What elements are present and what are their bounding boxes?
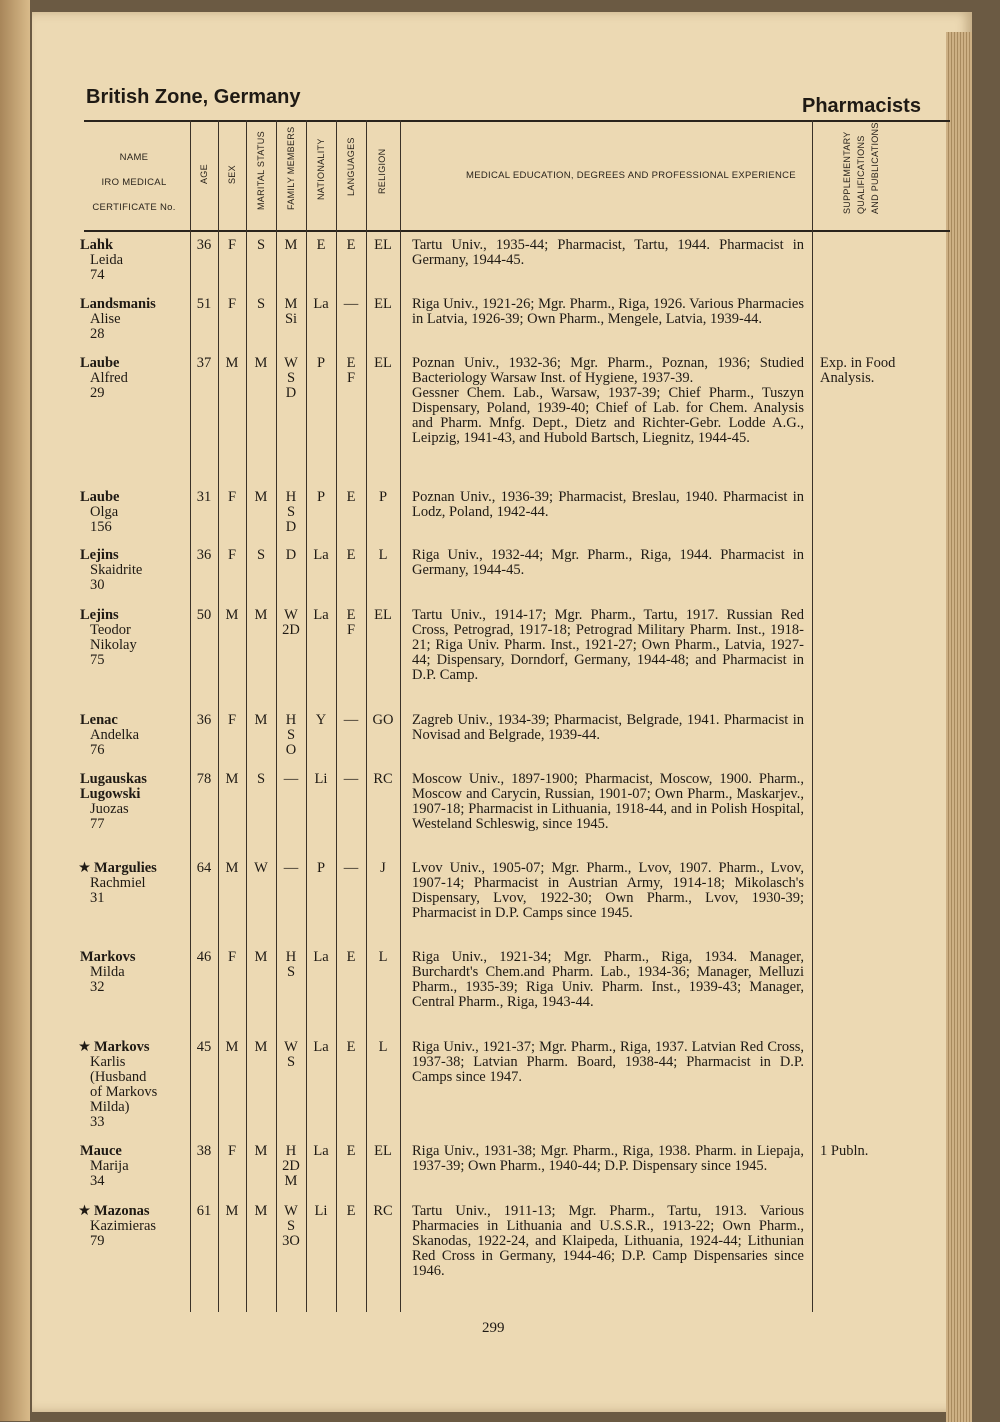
family-cell	[276, 772, 306, 787]
languages-cell	[336, 608, 366, 638]
nationality-cell: La	[313, 1143, 329, 1159]
age-cell: 38	[196, 1143, 212, 1159]
languages-cell-line: F	[346, 622, 356, 638]
nationality-cell: La	[313, 949, 329, 965]
name-line: Milda	[90, 964, 125, 980]
languages-cell-line: F	[346, 370, 356, 386]
nationality-cell: E	[316, 237, 326, 253]
languages-cell-line: E	[346, 1143, 356, 1159]
sex-cell: F	[227, 712, 237, 728]
family-cell-line: W	[284, 1039, 298, 1055]
experience-cell	[412, 1040, 804, 1085]
star-icon: ★	[78, 1203, 91, 1219]
languages-cell	[336, 490, 366, 505]
experience-cell	[412, 772, 804, 832]
experience-cell	[412, 861, 804, 921]
name-cell	[80, 238, 190, 283]
name-line: (Husband	[90, 1069, 147, 1085]
nationality-column-header: NATIONALITY	[316, 138, 326, 200]
name-cell	[80, 490, 190, 535]
header-bottom-rule	[84, 230, 950, 232]
col-divider	[400, 120, 401, 1312]
family-cell-line: H	[285, 489, 297, 505]
surname: Lugauskas	[80, 771, 147, 787]
family-cell-line: H	[285, 712, 297, 728]
experience-paragraph: Tartu Univ., 1914-17; Mgr. Pharm., Tartu, 1917. Russian Red Cross, Petrograd, 1917-18; Petrograd Military Pharm. Inst., 1918-21; Riga Univ. Pharm. Inst., 1921-27; Own Pharm., Latvia, 1927-44; Dispensary, Dorndorf, Germany, 1944-48; and Pharmacist in D.P. Camp.	[412, 607, 804, 683]
age-cell: 37	[196, 355, 212, 371]
languages-cell-line: E	[346, 489, 356, 505]
family-cell-line: —	[283, 771, 299, 787]
religion-cell: J	[380, 860, 386, 876]
religion-cell: EL	[374, 1143, 392, 1159]
age-cell: 51	[196, 296, 212, 312]
name-header-line: NAME	[119, 152, 149, 163]
experience-cell	[412, 608, 804, 683]
languages-cell-line: E	[346, 607, 356, 623]
age-cell: 50	[196, 607, 212, 623]
marital-cell: M	[254, 949, 268, 965]
family-cell	[276, 950, 306, 980]
languages-cell	[336, 861, 366, 876]
family-cell-line: S	[286, 370, 296, 386]
marital-cell: M	[254, 712, 268, 728]
page-number: 299	[482, 1320, 505, 1336]
family-column-header: FAMILY MEMBERS	[286, 126, 296, 210]
name-header-line: CERTIFICATE No.	[92, 202, 176, 213]
languages-cell-line: E	[346, 1039, 356, 1055]
family-cell-line: H	[285, 949, 297, 965]
religion-cell: L	[378, 547, 388, 563]
experience-cell	[412, 1204, 804, 1279]
languages-cell-line: E	[346, 1203, 356, 1219]
family-cell-line: S	[286, 504, 296, 520]
surname: Markovs	[80, 949, 136, 965]
family-cell-line: 2D	[282, 622, 300, 638]
surname-line	[80, 490, 190, 505]
marital-cell: M	[254, 1039, 268, 1055]
experience-paragraph: Riga Univ., 1921-37; Mgr. Pharm., Riga, 1937. Latvian Red Cross, 1937-38; Latvian Pharm. Board, 1938-44; Pharmacist in D.P. Camps since 1947.	[412, 1039, 804, 1085]
nationality-cell: Y	[315, 712, 327, 728]
languages-cell	[336, 548, 366, 563]
supplementary-cell: 1 Publn.	[820, 1143, 869, 1159]
surname: Lejins	[80, 547, 119, 563]
marital-cell: S	[256, 237, 266, 253]
family-cell	[276, 1144, 306, 1189]
religion-cell: EL	[374, 296, 392, 312]
experience-cell	[412, 356, 804, 446]
age-cell: 31	[196, 489, 212, 505]
section-heading: Pharmacists	[802, 95, 921, 117]
experience-cell	[412, 238, 804, 268]
family-cell-line: M	[284, 237, 298, 253]
family-cell-line: H	[285, 1143, 297, 1159]
name-cell	[80, 1204, 190, 1249]
name-line: Lugowski	[80, 786, 141, 802]
languages-cell	[336, 1204, 366, 1219]
religion-cell: GO	[372, 712, 394, 728]
name-line: Alise	[90, 311, 121, 327]
certificate-number: 32	[90, 979, 105, 995]
certificate-number: 79	[90, 1233, 105, 1249]
marital-cell: M	[254, 607, 268, 623]
family-cell-line: S	[286, 1054, 296, 1070]
languages-cell-line: E	[346, 547, 356, 563]
age-column-header: AGE	[199, 164, 209, 184]
family-cell	[276, 1204, 306, 1249]
star-icon: ★	[78, 860, 91, 876]
experience-cell	[412, 713, 804, 743]
age-cell: 36	[196, 712, 212, 728]
marital-cell: M	[254, 1143, 268, 1159]
marital-cell: W	[254, 860, 268, 876]
family-cell	[276, 238, 306, 253]
languages-cell	[336, 713, 366, 728]
nationality-cell: La	[313, 547, 329, 563]
religion-cell: EL	[374, 237, 392, 253]
surname: Lejins	[80, 607, 119, 623]
certificate-number: 77	[90, 816, 105, 832]
religion-cell: L	[378, 1039, 388, 1055]
experience-paragraph: Riga Univ., 1931-38; Mgr. Pharm., Riga, 1938. Pharm. in Liepaja, 1937-39; Own Pharm., 1940-44; D.P. Dispensary since 1945.	[412, 1143, 804, 1174]
name-cell	[80, 950, 190, 995]
family-cell	[276, 297, 306, 327]
surname-line	[80, 861, 190, 876]
languages-cell	[336, 950, 366, 965]
languages-cell	[336, 356, 366, 386]
age-cell: 64	[196, 860, 212, 876]
family-cell-line: W	[284, 1203, 298, 1219]
sex-cell: F	[227, 237, 237, 253]
languages-cell	[336, 1040, 366, 1055]
marital-cell: M	[254, 489, 268, 505]
languages-cell-line: —	[343, 771, 359, 787]
family-cell	[276, 548, 306, 563]
experience-paragraph: Riga Univ., 1921-34; Mgr. Pharm., Riga, 1934. Manager, Burchardt's Chem.and Pharm. Lab., 1934-36; Manager, Melluzi Pharm., 1935-39; Riga Univ. Pharm. Inst., 1939-43; Manager, Central Pharm., Riga, 1943-44.	[412, 949, 804, 1010]
experience-paragraph: Riga Univ., 1921-26; Mgr. Pharm., Riga, 1926. Various Pharmacies in Latvia, 1926-39; Own Pharm., Mengele, Latvia, 1939-44.	[412, 296, 804, 327]
languages-cell	[336, 238, 366, 253]
languages-cell	[336, 297, 366, 312]
name-cell	[80, 356, 190, 401]
sex-cell: M	[225, 607, 239, 623]
name-cell	[80, 772, 190, 832]
name-line: Skaidrite	[90, 562, 143, 578]
sex-cell: M	[225, 355, 239, 371]
certificate-number: 33	[90, 1114, 105, 1130]
marital-cell: M	[254, 1203, 268, 1219]
religion-column-header: RELIGION	[377, 148, 387, 194]
supp-column-header-line: AND PUBLICATIONS	[870, 122, 880, 214]
name-cell	[80, 1040, 190, 1130]
name-line: Juozas	[90, 801, 129, 817]
experience-cell	[412, 548, 804, 578]
nationality-cell: La	[313, 1039, 329, 1055]
languages-cell-line: —	[343, 296, 359, 312]
certificate-number: 75	[90, 652, 105, 668]
col-divider	[812, 120, 813, 1312]
experience-paragraph: Zagreb Univ., 1934-39; Pharmacist, Belgrade, 1941. Pharmacist in Novisad and Belgrade, 1939-44.	[412, 712, 804, 743]
religion-cell: EL	[374, 355, 392, 371]
surname-line	[80, 608, 190, 623]
experience-paragraph: Poznan Univ., 1932-36; Mgr. Pharm., Poznan, 1936; Studied Bacteriology Warsaw Inst. of Hygiene, 1937-39.	[412, 355, 804, 386]
religion-cell: EL	[374, 607, 392, 623]
family-cell-line: 2D	[282, 1158, 300, 1174]
family-cell-line: O	[285, 742, 297, 758]
header-top-rule	[84, 120, 950, 122]
family-cell-line: S	[286, 727, 296, 743]
experience-column-header: MEDICAL EDUCATION, DEGREES AND PROFESSIONAL EXPERIENCE	[466, 170, 796, 181]
name-header-line: IRO MEDICAL	[101, 177, 167, 188]
family-cell-line: Si	[284, 311, 298, 327]
family-cell	[276, 1040, 306, 1070]
surname-line	[80, 713, 190, 728]
sex-cell: M	[225, 1039, 239, 1055]
name-line: Milda)	[90, 1099, 130, 1115]
experience-paragraph: Moscow Univ., 1897-1900; Pharmacist, Moscow, 1900. Pharm., Moscow and Carycin, Russian, 1901-07; Own Pharm., Maskarjev., 1907-18; Pharmacist in Lithuania, 1918-44, and in Polish Hospital, Westeland Schleswig, since 1945.	[412, 771, 804, 832]
name-line: Karlis	[90, 1054, 126, 1070]
sex-cell: F	[227, 1143, 237, 1159]
name-line: Andelka	[90, 727, 140, 743]
marital-cell: S	[256, 296, 266, 312]
surname: Lahk	[80, 237, 114, 253]
name-line: Leida	[90, 252, 124, 268]
name-cell	[80, 608, 190, 668]
religion-cell: RC	[373, 1203, 393, 1219]
surname-line	[80, 548, 190, 563]
surname: Mazonas	[94, 1203, 150, 1219]
age-cell: 46	[196, 949, 212, 965]
experience-cell	[412, 1144, 804, 1174]
supplementary-cell: Exp. in Food Analysis.	[820, 355, 896, 386]
sex-column-header: SEX	[227, 165, 237, 184]
name-column-header	[86, 145, 182, 220]
marital-cell: M	[254, 355, 268, 371]
nationality-cell: Li	[314, 771, 328, 787]
surname: Landsmanis	[80, 296, 156, 312]
age-cell: 45	[196, 1039, 212, 1055]
surname: Laube	[80, 489, 120, 505]
surname-line	[80, 1204, 190, 1219]
religion-cell: RC	[373, 771, 393, 787]
nationality-cell: La	[313, 296, 329, 312]
certificate-number: 30	[90, 577, 105, 593]
age-cell: 61	[196, 1203, 212, 1219]
name-line: Olga	[90, 504, 119, 520]
name-line: Teodor	[90, 622, 131, 638]
marital-cell: S	[256, 547, 266, 563]
experience-paragraph: Tartu Univ., 1911-13; Mgr. Pharm., Tartu, 1913. Various Pharmacies in Lithuania and U.S.S.R., 1913-22; Own Pharm., Skanodas, 1922-24, and Klaipeda, Lithuania, 1924-44; Lithunian Red Cross in Germany, 1944-46; D.P. Camp Dispensaries since 1946.	[412, 1203, 804, 1279]
languages-cell-line: —	[343, 860, 359, 876]
surname-line	[80, 297, 190, 312]
experience-paragraph: Poznan Univ., 1936-39; Pharmacist, Breslau, 1940. Pharmacist in Lodz, Poland, 1942-44.	[412, 489, 804, 520]
nationality-cell: P	[316, 489, 326, 505]
certificate-number: 156	[90, 519, 112, 535]
languages-column-header: LANGUAGES	[346, 137, 356, 196]
supp-column-header-line: QUALIFICATIONS	[856, 135, 866, 214]
languages-cell-line: —	[343, 712, 359, 728]
facing-page-edge	[0, 0, 30, 1421]
surname: Laube	[80, 355, 120, 371]
experience-paragraph: Gessner Chem. Lab., Warsaw, 1937-39; Chief Pharm., Tuszyn Dispensary, Poland, 1939-40; Chief of Lab. for Chem. Analysis and Pharm. Mnfg. Dept., Dietz and Richter-Gebr. Lodde A.G., Leipzig, 1941-43, and Hubold Bartsch, Liegnitz, 1944-45.	[412, 385, 804, 446]
surname: Mauce	[80, 1143, 122, 1159]
family-cell	[276, 608, 306, 638]
name-line: Kazimieras	[90, 1218, 157, 1234]
star-icon: ★	[78, 1039, 91, 1055]
experience-paragraph: Lvov Univ., 1905-07; Mgr. Pharm., Lvov, 1907. Pharm., Lvov, 1907-14; Pharmacist in Austrian Army, 1914-18; Mikolasch's Dispensary, Lvov, 1922-30; Own Pharm., Lvov, 1930-39; Pharmacist in D.P. Camps since 1945.	[412, 860, 804, 921]
family-cell-line: W	[284, 607, 298, 623]
sex-cell: M	[225, 860, 239, 876]
surname: Markovs	[94, 1039, 150, 1055]
certificate-number: 34	[90, 1173, 105, 1189]
religion-cell: P	[378, 489, 388, 505]
experience-cell	[412, 297, 804, 327]
experience-paragraph: Riga Univ., 1932-44; Mgr. Pharm., Riga, 1944. Pharmacist in Germany, 1944-45.	[412, 547, 804, 578]
surname-line	[80, 1144, 190, 1159]
sex-cell: M	[225, 771, 239, 787]
surname-line	[80, 238, 190, 253]
age-cell: 36	[196, 237, 212, 253]
sex-cell: F	[227, 296, 237, 312]
surname-line	[80, 950, 190, 965]
sex-cell: F	[227, 489, 237, 505]
surname-line	[80, 1040, 190, 1055]
certificate-number: 29	[90, 385, 105, 401]
languages-cell-line: E	[346, 355, 356, 371]
name-cell	[80, 713, 190, 758]
family-cell-line: S	[286, 1218, 296, 1234]
languages-cell-line: E	[346, 949, 356, 965]
nationality-cell: P	[316, 860, 326, 876]
family-cell-line: D	[285, 519, 297, 535]
age-cell: 78	[196, 771, 212, 787]
experience-cell	[412, 950, 804, 1010]
name-cell	[80, 548, 190, 593]
sex-cell: F	[227, 547, 237, 563]
name-cell	[80, 1144, 190, 1189]
family-cell-line: D	[285, 385, 297, 401]
languages-cell	[336, 772, 366, 787]
name-line: Rachmiel	[90, 875, 146, 891]
family-cell-line: W	[284, 355, 298, 371]
name-line: Nikolay	[90, 637, 137, 653]
family-cell-line: M	[284, 296, 298, 312]
family-cell	[276, 490, 306, 535]
certificate-number: 74	[90, 267, 105, 283]
sex-cell: F	[227, 949, 237, 965]
family-cell-line: —	[283, 860, 299, 876]
name-line: Alfred	[90, 370, 128, 386]
certificate-number: 28	[90, 326, 105, 342]
surname-line	[80, 772, 190, 787]
surname-line	[80, 356, 190, 371]
family-cell-line: D	[285, 547, 297, 563]
family-cell-line: S	[286, 964, 296, 980]
page-stack-edge	[946, 32, 972, 1422]
family-cell-line: M	[284, 1173, 298, 1189]
family-cell	[276, 713, 306, 758]
certificate-number: 31	[90, 890, 105, 906]
family-cell-line: 3O	[282, 1233, 300, 1249]
nationality-cell: La	[313, 607, 329, 623]
nationality-cell: Li	[314, 1203, 328, 1219]
family-cell	[276, 356, 306, 401]
name-line: of Markovs	[90, 1084, 158, 1100]
supp-column-header-line: SUPPLEMENTARY	[842, 131, 852, 214]
marital-cell: S	[256, 771, 266, 787]
surname: Lenac	[80, 712, 118, 728]
languages-cell-line: E	[346, 237, 356, 253]
nationality-cell: P	[316, 355, 326, 371]
experience-cell	[412, 490, 804, 520]
zone-heading: British Zone, Germany	[86, 86, 301, 108]
name-cell	[80, 297, 190, 342]
surname: Margulies	[94, 860, 157, 876]
marital-column-header: MARITAL STATUS	[256, 131, 266, 210]
languages-cell	[336, 1144, 366, 1159]
age-cell: 36	[196, 547, 212, 563]
sex-cell: M	[225, 1203, 239, 1219]
religion-cell: L	[378, 949, 388, 965]
experience-paragraph: Tartu Univ., 1935-44; Pharmacist, Tartu, 1944. Pharmacist in Germany, 1944-45.	[412, 237, 804, 268]
family-cell	[276, 861, 306, 876]
name-line: Marija	[90, 1158, 129, 1174]
certificate-number: 76	[90, 742, 105, 758]
name-cell	[80, 861, 190, 906]
